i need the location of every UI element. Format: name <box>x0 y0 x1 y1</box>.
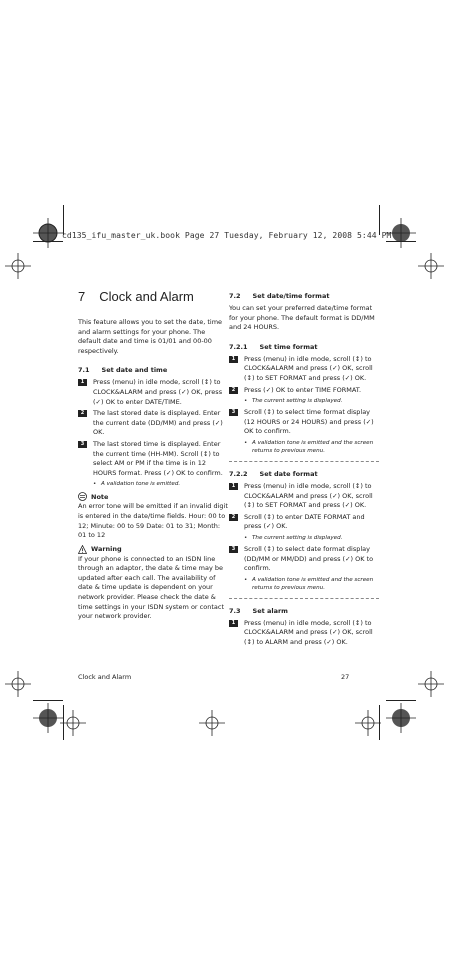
bullet <box>244 576 379 592</box>
step-text: Press (menu) in idle mode, scroll (↕) to CLOCK&ALARM and press (✓) OK, scroll (↕) to SET FORMAT and press (✓) OK. <box>244 354 373 382</box>
step-text: Press (menu) in idle mode, scroll (↕) to CLOCK&ALARM and press (✓) OK, scroll (↕) to SET FORMAT and press (✓) OK. <box>244 481 373 510</box>
crosshair-target-icon <box>199 710 225 736</box>
bullet-text: A validation tone is emitted and the screen returns to previous menu. <box>252 576 374 591</box>
registration-mark-icon <box>386 703 416 733</box>
step <box>229 619 379 648</box>
subsection-heading <box>229 343 379 351</box>
section-title: Set date/time format <box>252 292 330 300</box>
crosshair-target-icon <box>355 710 381 736</box>
page-number: 27 <box>341 673 350 681</box>
step-text: Press (menu) in idle mode, scroll (↕) to CLOCK&ALARM and press (✓) OK, press (✓) OK to enter DATE/TIME. <box>93 378 223 406</box>
bullet <box>244 397 379 405</box>
section-number: 7.2 <box>229 292 241 300</box>
right-column <box>229 292 379 649</box>
subsection-title: Set time format <box>259 342 318 351</box>
crop-mark <box>33 700 63 701</box>
step-number: 3 <box>229 409 238 416</box>
step <box>78 378 228 407</box>
step-number: 3 <box>78 441 87 448</box>
crop-mark <box>379 705 380 740</box>
note-label: Note <box>91 492 109 501</box>
warning-icon <box>78 545 87 554</box>
note-heading <box>78 492 228 501</box>
bullet-text: A validation tone is emitted and the screen returns to previous menu. <box>252 439 374 454</box>
bullet <box>244 534 379 542</box>
step <box>78 409 228 438</box>
step-text: Press (menu) in idle mode, scroll (↕) to CLOCK&ALARM and press (✓) OK, scroll (↕) to ALARM and press (✓) OK. <box>244 618 373 646</box>
step <box>229 355 379 384</box>
crosshair-target-icon <box>418 253 444 279</box>
bullet <box>93 480 228 488</box>
step-text: Scroll (↕) to select time format display (12 HOURS or 24 HOURS) and press (✓) OK to confirm. <box>244 408 374 436</box>
crop-mark <box>63 705 64 740</box>
step-text: The last stored time is displayed. Enter the current time (HH-MM). Scroll (↕) to select AM or PM if the time is in 12 HOURS format. Press (✓) OK to confirm. <box>93 439 223 477</box>
step-text: Scroll (↕) to select date format display (DD/MM or MM/DD) and press (✓) OK to confirm. <box>244 544 374 573</box>
section-heading <box>229 607 379 615</box>
section-title: Set date and time <box>101 366 168 375</box>
left-column <box>78 285 228 632</box>
step <box>229 513 379 532</box>
section-text: You can set your preferred date/time format for your phone. The default format is DD/MM and 24 HOURS. <box>229 304 375 332</box>
chapter-intro: This feature allows you to set the date, time and alarm settings for your phone. The default date and time is 01/01 and 00-00 respectively. <box>78 318 223 355</box>
divider <box>229 461 379 462</box>
note-text: An error tone will be emitted if an invalid digit is entered in the date/time fields. Hour: 00 to 12; Minute: 00 to 59 Date: 01 to 31; Month: 01 to 12 <box>78 502 228 540</box>
bullet-text: The current setting is displayed. <box>252 534 343 541</box>
warning-text: If your phone is connected to an ISDN line through an adaptor, the date & time may be updated after each call. The availability of date & time update is dependent on your network provider. Please check the date & time settings in your ISDN system or contact your network provider. <box>78 554 224 621</box>
bullet-text: The current setting is displayed. <box>252 398 343 405</box>
section-heading <box>78 366 228 374</box>
subsection-heading <box>229 470 379 478</box>
step-text: Scroll (↕) to enter DATE FORMAT and press (✓) OK. <box>244 512 365 531</box>
crosshair-target-icon <box>5 671 31 697</box>
section-heading <box>229 292 379 300</box>
step-text: The last stored date is displayed. Enter the current date (DD/MM) and press (✓) OK. <box>93 409 223 437</box>
step <box>229 386 379 396</box>
step-number: 2 <box>229 387 238 394</box>
step-number: 3 <box>229 546 238 553</box>
book-header: cd135_ifu_master_uk.book Page 27 Tuesday, February 12, 2008 5:44 PM <box>62 231 392 240</box>
divider <box>229 598 379 599</box>
bullet <box>244 439 379 455</box>
footer-section: Clock and Alarm <box>78 673 132 681</box>
step-number: 2 <box>78 410 87 417</box>
subsection-title: Set date format <box>259 469 318 478</box>
step-number: 1 <box>78 379 87 386</box>
warning-heading <box>78 545 228 554</box>
section-number: 7.1 <box>78 366 90 375</box>
chapter-title: Clock and Alarm <box>99 289 194 304</box>
section-number: 7.3 <box>229 606 241 615</box>
bullet-text: A validation tone is emitted. <box>101 481 181 488</box>
step-number: 1 <box>229 620 238 627</box>
step-number: 1 <box>229 356 238 363</box>
bullet-marker: • <box>244 576 248 583</box>
crop-mark <box>33 241 63 242</box>
subsection-number: 7.2.2 <box>229 469 248 478</box>
section-title: Set alarm <box>252 606 288 615</box>
step-number: 1 <box>229 483 238 490</box>
crosshair-target-icon <box>5 253 31 279</box>
crop-mark <box>386 241 416 242</box>
step <box>229 482 379 511</box>
bullet-marker: • <box>244 534 248 541</box>
bullet-marker: • <box>93 481 97 488</box>
page-title <box>78 289 228 304</box>
bullet-marker: • <box>244 439 248 446</box>
subsection-number: 7.2.1 <box>229 342 248 351</box>
bullet-marker: • <box>244 398 248 405</box>
step <box>78 440 228 478</box>
registration-mark-icon <box>33 218 63 248</box>
note-icon <box>78 492 87 501</box>
step <box>229 408 379 437</box>
step <box>229 545 379 574</box>
crop-mark <box>386 700 416 701</box>
chapter-number: 7 <box>78 289 86 304</box>
crosshair-target-icon <box>418 671 444 697</box>
registration-mark-icon <box>33 703 63 733</box>
step-text: Press (✓) OK to enter TIME FORMAT. <box>244 385 362 394</box>
warning-label: Warning <box>91 545 122 554</box>
step-number: 2 <box>229 514 238 521</box>
